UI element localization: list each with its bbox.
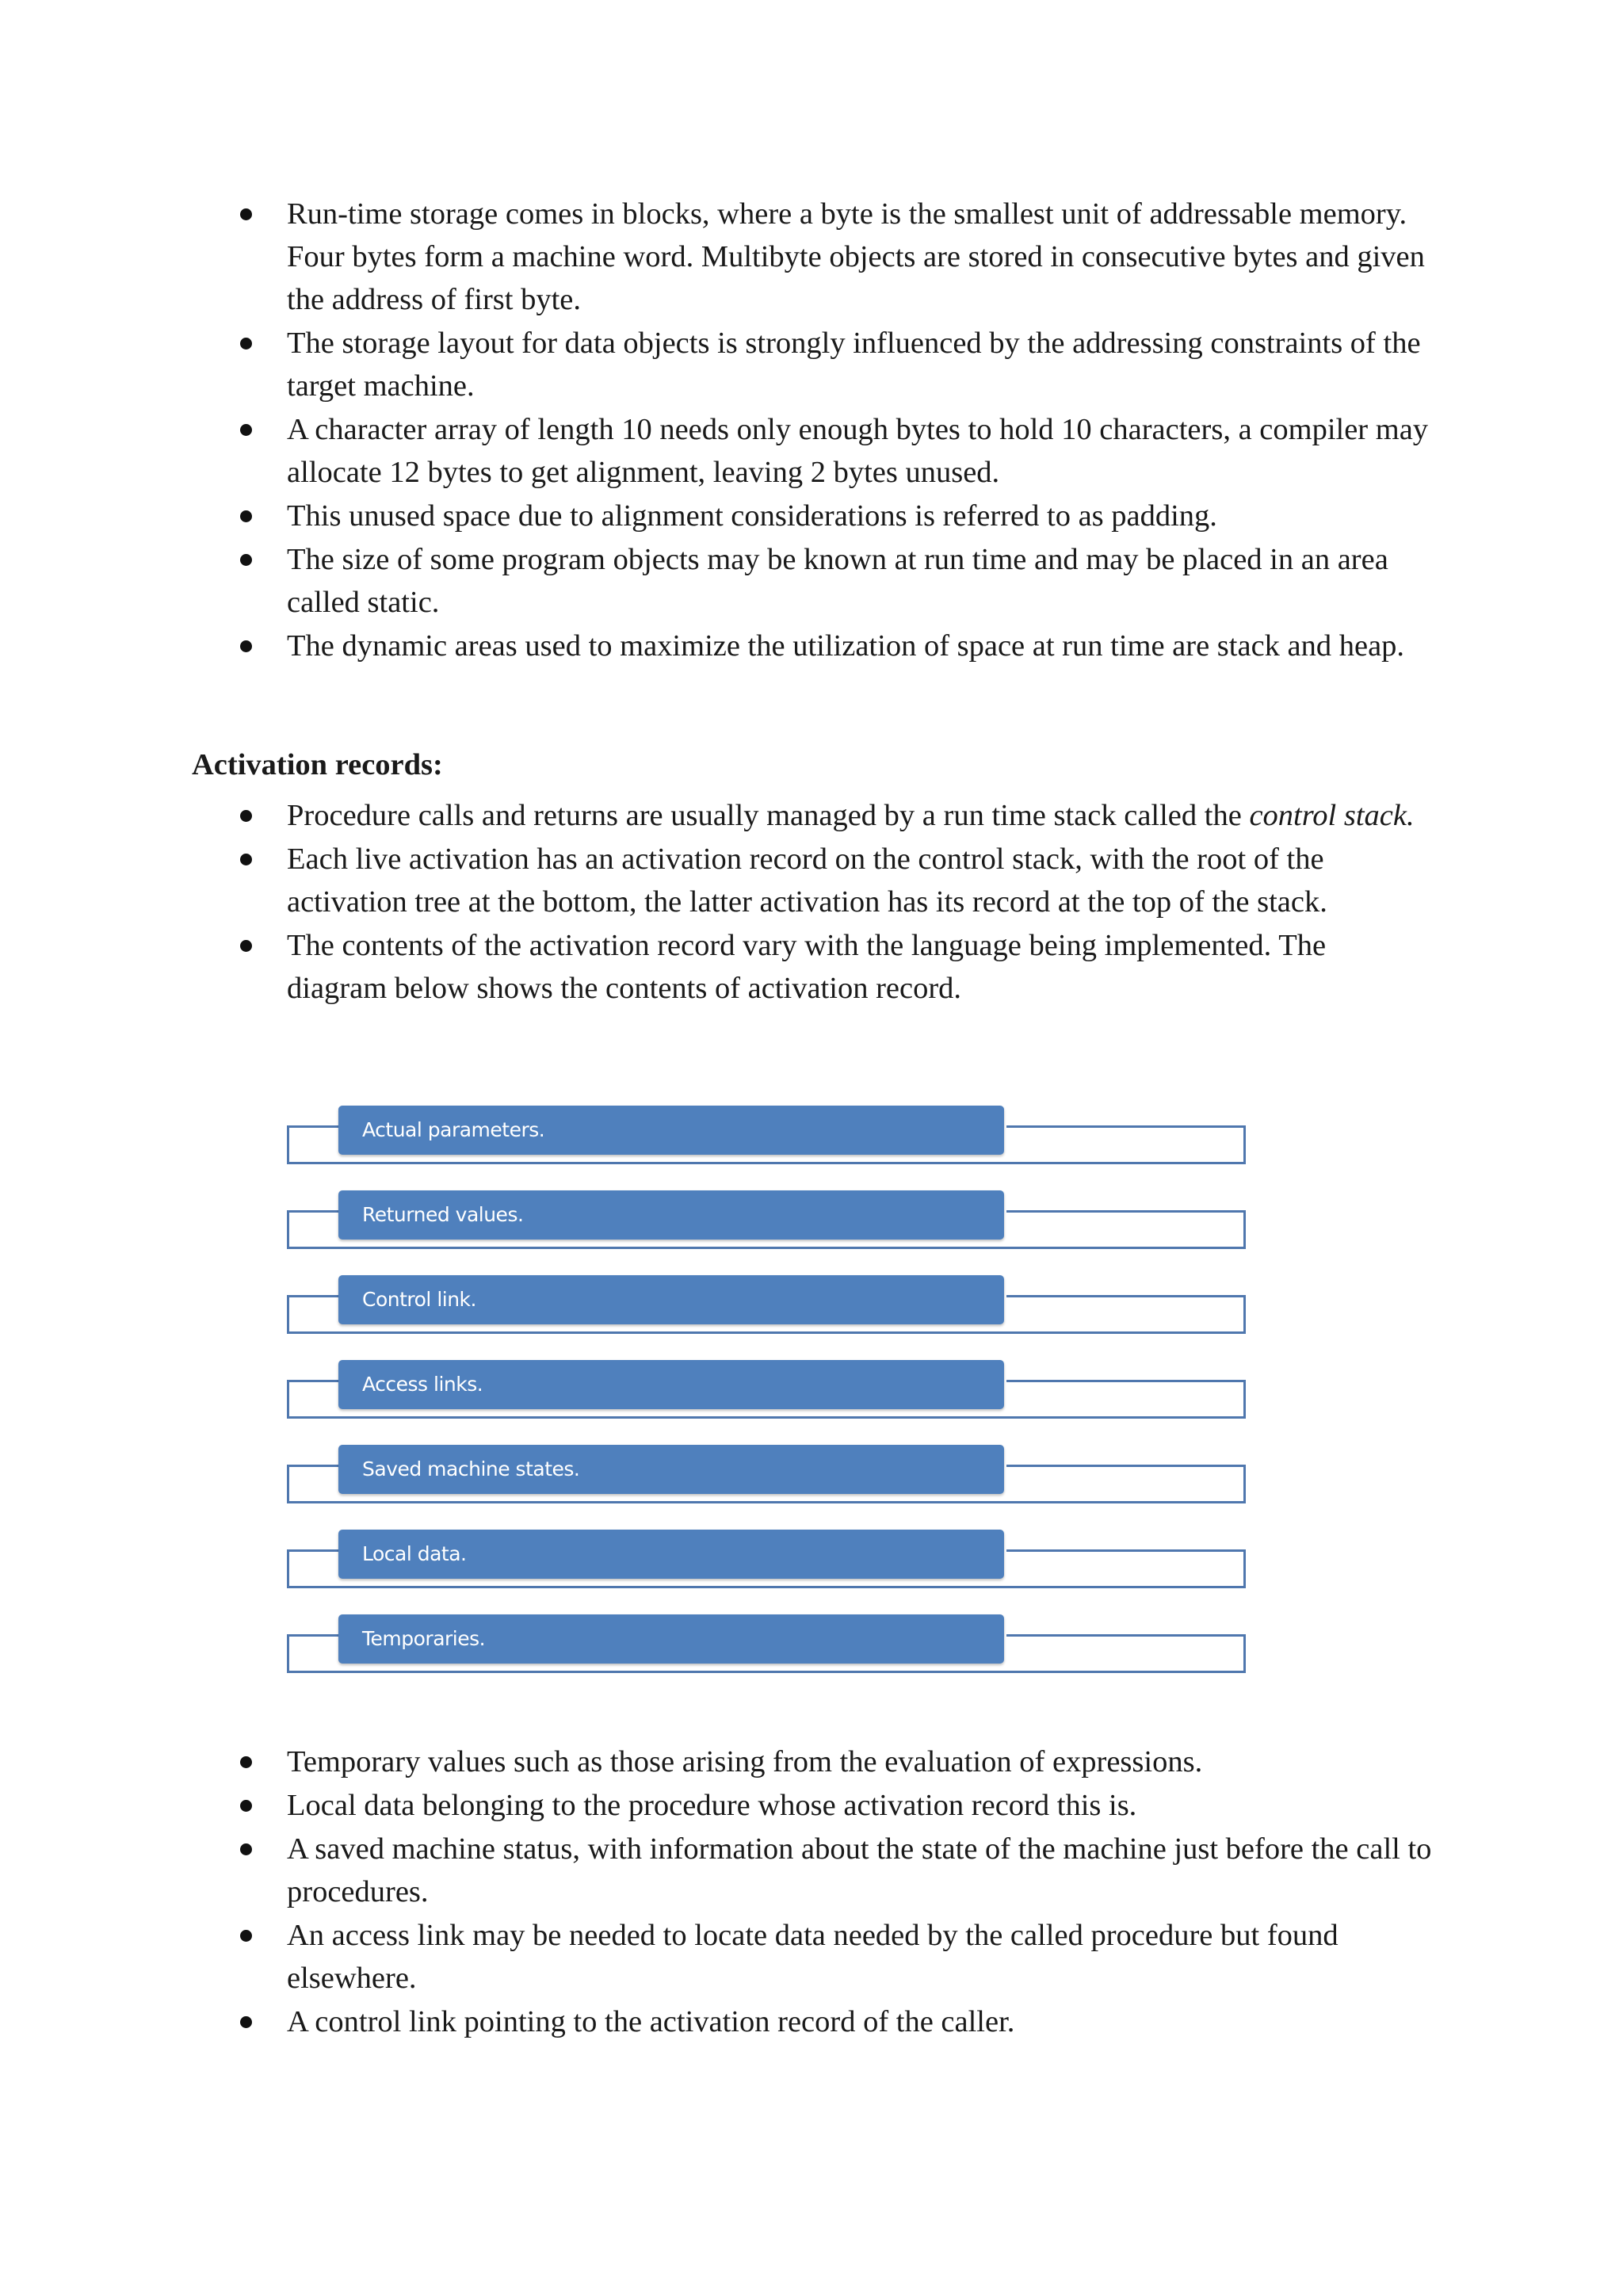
frame-left-bracket — [287, 1549, 338, 1588]
bullet-icon — [240, 338, 252, 350]
frame-bottom-line — [287, 1162, 1246, 1164]
record-field-row — [287, 1435, 1246, 1507]
activation-records-heading: Activation records: — [192, 748, 443, 781]
list-item: The size of some program objects may be known at run time and may be placed in an area called static. — [0, 538, 1623, 624]
frame-left-bracket — [287, 1380, 338, 1419]
list-item: An access link may be needed to locate data needed by the called procedure but found elsewhere. — [0, 1914, 1623, 2000]
activation-record-diagram — [287, 1096, 1246, 1690]
bullet-icon — [240, 854, 252, 865]
bullet-icon — [240, 810, 252, 822]
list-item: Run-time storage comes in blocks, where a byte is the smallest unit of addressable memory. Four bytes form a machine word. Multibyte objects are stored in consecutive bytes and given the address of first byte. — [0, 193, 1623, 321]
frame-right-bracket — [1006, 1549, 1246, 1588]
bullet-icon — [240, 1756, 252, 1768]
frame-bottom-line — [287, 1247, 1246, 1249]
frame-bottom-line — [287, 1501, 1246, 1503]
field-saved-machine-states: Saved machine states. — [338, 1445, 1004, 1494]
field-access-links: Access links. — [338, 1360, 1004, 1409]
frame-right-bracket — [1006, 1125, 1246, 1164]
bullet-icon — [240, 940, 252, 952]
bullet-icon — [240, 424, 252, 436]
frame-right-bracket — [1006, 1465, 1246, 1503]
frame-bottom-line — [287, 1416, 1246, 1419]
field-control-link: Control link. — [338, 1275, 1004, 1324]
list-item: This unused space due to alignment considerations is referred to as padding. — [0, 495, 1623, 537]
frame-right-bracket — [1006, 1210, 1246, 1249]
record-field-row — [287, 1605, 1246, 1676]
record-field-row — [287, 1350, 1246, 1422]
list-item: A saved machine status, with information about the state of the machine just before the call to procedures. — [0, 1828, 1623, 1913]
field-temporaries: Temporaries. — [338, 1614, 1004, 1664]
field-local-data: Local data. — [338, 1530, 1004, 1579]
list-item: Procedure calls and returns are usually managed by a run time stack called the control stack. — [0, 794, 1623, 837]
frame-bottom-line — [287, 1671, 1246, 1673]
control-stack-term: control stack. — [1249, 799, 1415, 832]
field-description-list — [0, 1740, 1623, 2044]
frame-bottom-line — [287, 1331, 1246, 1334]
frame-right-bracket — [1006, 1634, 1246, 1673]
bullet-icon — [240, 510, 252, 522]
record-field-row — [287, 1096, 1246, 1167]
frame-left-bracket — [287, 1465, 338, 1503]
frame-right-bracket — [1006, 1380, 1246, 1419]
bullet-icon — [240, 1800, 252, 1812]
storage-bullet-list — [0, 193, 1623, 668]
bullet-icon — [240, 554, 252, 566]
bullet-icon — [240, 1843, 252, 1855]
field-returned-values: Returned values. — [338, 1190, 1004, 1240]
frame-left-bracket — [287, 1125, 338, 1164]
bullet-icon — [240, 1930, 252, 1942]
list-item: A character array of length 10 needs only enough bytes to hold 10 characters, a compiler may allocate 12 bytes to get alignment, leaving 2 bytes unused. — [0, 408, 1623, 494]
list-item: The storage layout for data objects is strongly influenced by the addressing constraints of the target machine. — [0, 322, 1623, 407]
bullet-icon — [240, 208, 252, 220]
frame-right-bracket — [1006, 1295, 1246, 1334]
list-item: Temporary values such as those arising from the evaluation of expressions. — [0, 1740, 1623, 1783]
list-item: The contents of the activation record vary with the language being implemented. The diagram below shows the contents of activation record. — [0, 924, 1623, 1010]
frame-left-bracket — [287, 1210, 338, 1249]
record-field-row — [287, 1520, 1246, 1591]
list-item: The dynamic areas used to maximize the utilization of space at run time are stack and heap. — [0, 625, 1623, 667]
list-item: A control link pointing to the activation record of the caller. — [0, 2000, 1623, 2043]
frame-left-bracket — [287, 1634, 338, 1673]
bullet-icon — [240, 2016, 252, 2028]
frame-bottom-line — [287, 1586, 1246, 1588]
record-field-row — [287, 1266, 1246, 1337]
field-actual-parameters: Actual parameters. — [338, 1106, 1004, 1155]
bullet-icon — [240, 640, 252, 652]
activation-bullet-list — [0, 794, 1623, 1010]
record-field-row — [287, 1181, 1246, 1252]
list-item: Each live activation has an activation record on the control stack, with the root of the activation tree at the bottom, the latter activation has its record at the top of the stack. — [0, 838, 1623, 923]
frame-left-bracket — [287, 1295, 338, 1334]
list-item: Local data belonging to the procedure whose activation record this is. — [0, 1784, 1623, 1827]
